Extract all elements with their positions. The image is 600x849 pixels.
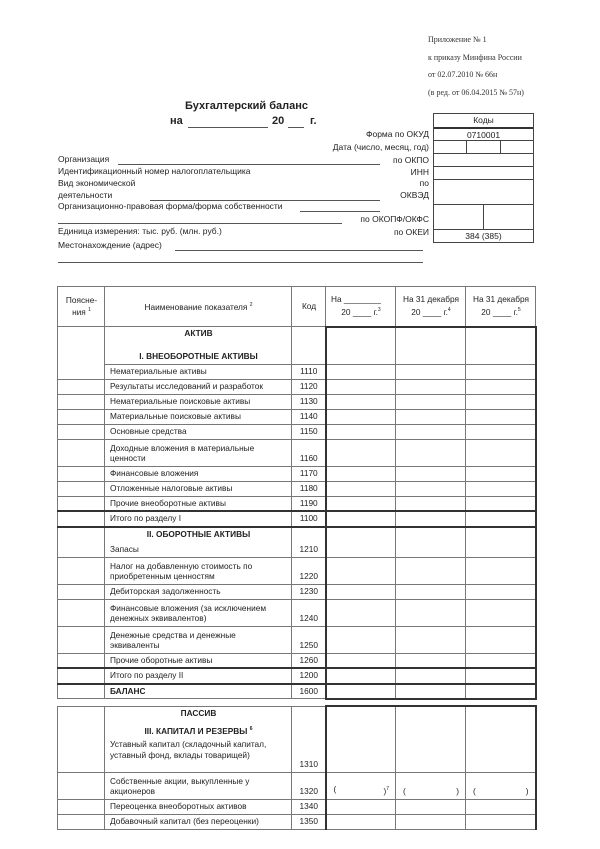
col1-header: На ________ 20 ____ г.$^3$	[326, 287, 396, 327]
legal-form-input-2[interactable]	[58, 223, 342, 224]
table-row: Добавочный капитал (без переоценки) 1350	[58, 814, 536, 829]
table-row: Дебиторская задолженность 1230	[58, 584, 536, 599]
codes-header: Коды	[473, 115, 494, 125]
table-row: Нематериальные активы 1110	[58, 365, 536, 380]
total-row: Итого по разделу I 1100	[58, 511, 536, 527]
organization-input[interactable]	[118, 164, 380, 165]
address-input-1[interactable]	[175, 250, 423, 251]
order-date-line: от 02.07.2010 № 66н	[428, 70, 498, 79]
section1-title-row	[58, 327, 536, 365]
col2-header: На 31 декабря 20 ____ г.$^4$	[396, 287, 466, 327]
section2-title-row: II. ОБОРОТНЫЕ АКТИВЫ Запасы 1210	[58, 527, 536, 558]
okei-code: 384 (385)	[434, 229, 533, 242]
table-row: Прочие оборотные активы 1260	[58, 653, 536, 668]
inn-field-label: Идентификационный номер налогоплательщика	[58, 166, 251, 176]
okud-label: Форма по ОКУД	[366, 129, 429, 139]
table-row: Прочие внеоборотные активы 1190	[58, 496, 536, 511]
date-code[interactable]	[434, 140, 533, 153]
table-row: Налог на добавленную стоимость по приобретенным ценностям 1220	[58, 557, 536, 584]
okved-label-1: по	[419, 178, 429, 188]
table-row: Результаты исследований и разработок 1120	[58, 379, 536, 394]
table-row: Материальные поисковые активы 1140	[58, 409, 536, 424]
liab-title: ПАССИВ	[180, 707, 217, 718]
order-reference	[428, 31, 524, 101]
table-row: Отложенные налоговые активы 1180	[58, 481, 536, 496]
table-row: Финансовые вложения (за исключением денежных эквивалентов) 1240	[58, 599, 536, 626]
date-input-line[interactable]	[188, 127, 268, 128]
date-on-label: на	[170, 115, 183, 127]
asset-title: АКТИВ I. ВНЕОБОРОТНЫЕ АКТИВЫ	[105, 327, 292, 365]
address-label: Местонахождение (адрес)	[58, 240, 162, 250]
okpo-code[interactable]	[434, 153, 533, 166]
assets-table	[57, 286, 537, 700]
table-row: Денежные средства и денежные эквиваленты 1250	[58, 626, 536, 653]
organization-label: Организация	[58, 154, 110, 164]
codes-box	[433, 113, 534, 243]
year-input-line[interactable]	[288, 127, 304, 128]
unit-label: Единица измерения: тыс. руб. (млн. руб.)	[58, 226, 222, 236]
table-row: Основные средства 1150	[58, 424, 536, 439]
col3-header: На 31 декабря 20 ____ г.$^5$	[466, 287, 536, 327]
notes-header: Поясне-ния $^1$	[58, 287, 105, 327]
total-row: Итого по разделу II 1200	[58, 668, 536, 684]
year-suffix: г.	[310, 115, 317, 127]
legal-form-input-1[interactable]	[300, 211, 380, 212]
activity-label-1: Вид экономической	[58, 178, 136, 188]
appendix-line: Приложение № 1	[428, 35, 487, 44]
table-row: Финансовые вложения 1170	[58, 466, 536, 481]
inn-label: ИНН	[410, 167, 429, 177]
okei-label: по ОКЕИ	[393, 227, 429, 237]
table-row: Нематериальные поисковые активы 1130	[58, 394, 536, 409]
address-input-2[interactable]	[58, 262, 423, 263]
okopf-label: по ОКОПФ/ОКФС	[360, 214, 429, 224]
okud-code: 0710001	[434, 127, 533, 140]
okopf-code[interactable]	[434, 204, 533, 229]
year-prefix: 20	[272, 115, 285, 127]
okved-label-2: ОКВЭД	[400, 190, 429, 200]
liabilities-table	[57, 705, 537, 830]
code-header: Код	[292, 287, 326, 327]
okpo-label: по ОКПО	[393, 155, 429, 165]
legal-form-label: Организационно-правовая форма/форма собственности	[58, 201, 283, 211]
activity-label-2: деятельности	[58, 190, 113, 200]
okved-code[interactable]	[434, 179, 533, 204]
table-row: Собственные акции, выкупленные у акционеров 1320 ( )$^7$ ( ) ( )	[58, 772, 536, 799]
section3-title-row: ПАССИВ III. КАПИТАЛ И РЕЗЕРВЫ $^6$ Уставный капитал (складочный капитал, уставный фонд, вклады товарищей) 1310	[58, 706, 536, 772]
table-row: Переоценка внеоборотных активов 1340	[58, 799, 536, 814]
order-line: к приказу Минфина России	[428, 52, 522, 62]
page-title: Бухгалтерский баланс	[185, 100, 309, 112]
balance-row: БАЛАНС 1600	[58, 684, 536, 699]
name-header: Наименование показателя $^2$	[105, 287, 292, 327]
table-header-row	[58, 287, 536, 327]
inn-code[interactable]	[434, 166, 533, 179]
amendment-line: (в ред. от 06.04.2015 № 57н)	[428, 87, 524, 97]
date-label: Дата (число, месяц, год)	[332, 142, 429, 152]
table-row: Доходные вложения в материальные ценности 1160	[58, 439, 536, 466]
